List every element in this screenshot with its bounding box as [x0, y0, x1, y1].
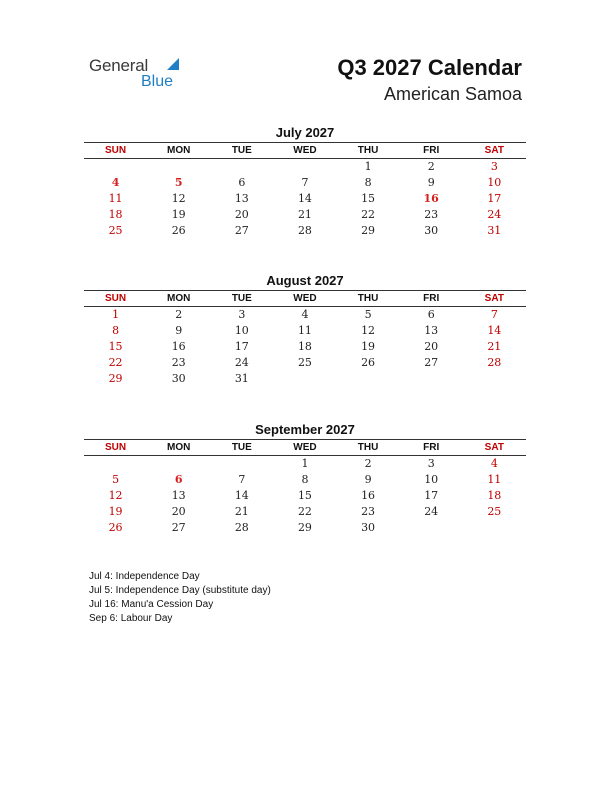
week-row — [84, 488, 526, 504]
day-cell: 25 — [487, 505, 502, 518]
day-cell: 5 — [112, 473, 120, 486]
weekday-label: THU — [357, 442, 379, 453]
day-cell — [84, 159, 147, 175]
day-cell: 14 — [487, 324, 502, 337]
day-cell: 20 — [234, 208, 249, 221]
week-row — [84, 355, 526, 371]
day-cell: 28 — [297, 224, 312, 237]
week-row — [84, 504, 526, 520]
day-cell: 2 — [175, 308, 183, 321]
day-cell: 3 — [490, 160, 498, 173]
day-cell: 20 — [424, 340, 439, 353]
day-cell: 13 — [424, 324, 439, 337]
month-title: July 2027 — [275, 125, 335, 140]
day-cell: 10 — [487, 176, 502, 189]
day-cell: 16 — [361, 489, 376, 502]
day-cell — [273, 159, 336, 175]
weekday-label: SUN — [105, 145, 127, 156]
day-cell: 9 — [364, 473, 372, 486]
day-cell: 7 — [301, 176, 309, 189]
day-cell: 22 — [361, 208, 376, 221]
weekday-label: SAT — [484, 145, 504, 156]
day-cell — [210, 456, 273, 472]
day-cell: 8 — [112, 324, 120, 337]
day-cell: 1 — [112, 308, 120, 321]
weekday-label: WED — [293, 442, 317, 453]
day-cell: 21 — [487, 340, 502, 353]
month-title: September 2027 — [255, 422, 355, 437]
weekday-label: SAT — [484, 442, 504, 453]
logo-text-general: General — [89, 56, 149, 75]
holiday-note: Sep 6: Labour Day — [89, 613, 173, 624]
day-cell: 12 — [108, 489, 123, 502]
day-cell: 18 — [487, 489, 502, 502]
month-block — [84, 421, 526, 536]
day-cell: 26 — [108, 521, 123, 534]
week-row — [84, 307, 526, 323]
day-cell: 5 — [174, 176, 183, 189]
day-cell: 2 — [364, 457, 372, 470]
day-cell: 27 — [424, 356, 439, 369]
day-cell: 11 — [108, 192, 123, 205]
day-cell: 9 — [427, 176, 435, 189]
week-row — [84, 520, 526, 536]
week-row — [84, 175, 526, 191]
weekday-label: MON — [167, 145, 191, 156]
week-row — [84, 339, 526, 355]
day-cell: 29 — [297, 521, 312, 534]
weekday-label: SAT — [484, 293, 504, 304]
day-cell: 24 — [487, 208, 502, 221]
day-cell: 31 — [234, 372, 249, 385]
month-block — [84, 272, 526, 387]
day-cell — [84, 456, 147, 472]
day-cell — [463, 520, 526, 536]
weekday-label: SUN — [105, 442, 127, 453]
day-cell: 4 — [490, 457, 498, 470]
day-cell: 3 — [238, 308, 246, 321]
day-cell — [147, 159, 210, 175]
day-cell: 26 — [171, 224, 186, 237]
day-cell: 14 — [234, 489, 249, 502]
day-cell — [400, 371, 463, 387]
day-cell: 23 — [171, 356, 186, 369]
day-cell: 4 — [301, 308, 309, 321]
day-cell: 31 — [487, 224, 502, 237]
day-cell: 28 — [487, 356, 502, 369]
day-cell: 20 — [171, 505, 186, 518]
page-title: Q3 2027 Calendar — [337, 55, 522, 80]
day-cell: 7 — [490, 308, 498, 321]
weekday-header-row — [84, 142, 526, 159]
day-cell: 22 — [108, 356, 123, 369]
holiday-note: Jul 4: Independence Day — [89, 571, 200, 582]
day-cell: 18 — [297, 340, 312, 353]
day-cell: 17 — [424, 489, 439, 502]
week-row — [84, 323, 526, 339]
weekday-label: TUE — [231, 442, 252, 453]
day-cell — [210, 159, 273, 175]
weekday-label: TUE — [231, 145, 252, 156]
weekday-label: THU — [357, 145, 379, 156]
day-cell — [463, 371, 526, 387]
weekday-header-row — [84, 290, 526, 307]
month-block — [84, 124, 526, 239]
day-cell — [147, 456, 210, 472]
day-cell — [273, 371, 336, 387]
day-cell: 12 — [171, 192, 186, 205]
weekday-label: MON — [167, 293, 191, 304]
day-cell: 23 — [424, 208, 439, 221]
day-cell: 10 — [234, 324, 249, 337]
day-cell: 12 — [361, 324, 376, 337]
day-cell: 16 — [423, 192, 439, 205]
day-cell: 5 — [364, 308, 372, 321]
day-cell: 25 — [297, 356, 312, 369]
weekday-label: FRI — [423, 442, 440, 453]
day-cell: 11 — [487, 473, 502, 486]
brand-logo — [89, 56, 199, 96]
day-cell: 3 — [427, 457, 435, 470]
weekday-label: MON — [167, 442, 191, 453]
holiday-notes — [89, 570, 271, 626]
day-cell: 19 — [108, 505, 123, 518]
day-cell: 9 — [175, 324, 183, 337]
day-cell: 14 — [297, 192, 312, 205]
weekday-label: THU — [357, 293, 379, 304]
day-cell: 28 — [234, 521, 249, 534]
logo-text-blue: Blue — [141, 73, 174, 90]
week-row — [84, 456, 526, 472]
day-cell: 30 — [361, 521, 376, 534]
holiday-note: Jul 16: Manu'a Cession Day — [89, 599, 214, 610]
day-cell: 15 — [108, 340, 123, 353]
weekday-header-row — [84, 439, 526, 456]
day-cell: 25 — [108, 224, 123, 237]
day-cell: 8 — [301, 473, 309, 486]
day-cell: 16 — [171, 340, 186, 353]
week-row — [84, 159, 526, 175]
week-row — [84, 371, 526, 387]
day-cell: 30 — [171, 372, 186, 385]
logo-triangle-icon — [167, 58, 179, 70]
day-cell: 8 — [364, 176, 372, 189]
day-cell: 15 — [297, 489, 312, 502]
day-cell: 13 — [171, 489, 186, 502]
day-cell — [400, 520, 463, 536]
day-cell: 19 — [171, 208, 186, 221]
day-cell: 17 — [234, 340, 249, 353]
day-cell: 4 — [111, 176, 120, 189]
day-cell: 30 — [424, 224, 439, 237]
day-cell: 21 — [297, 208, 312, 221]
weekday-label: TUE — [231, 293, 252, 304]
day-cell: 13 — [234, 192, 249, 205]
day-cell: 24 — [234, 356, 249, 369]
day-cell: 6 — [238, 176, 246, 189]
month-title: August 2027 — [266, 273, 344, 288]
weekday-label: WED — [293, 145, 317, 156]
day-cell: 1 — [364, 160, 372, 173]
day-cell: 27 — [171, 521, 186, 534]
day-cell: 18 — [108, 208, 123, 221]
weekday-label: WED — [293, 293, 317, 304]
day-cell: 27 — [234, 224, 249, 237]
day-cell: 26 — [361, 356, 376, 369]
week-row — [84, 191, 526, 207]
week-row — [84, 207, 526, 223]
weekday-label: SUN — [105, 293, 127, 304]
day-cell: 6 — [174, 473, 183, 486]
day-cell: 23 — [361, 505, 376, 518]
day-cell: 19 — [361, 340, 376, 353]
weekday-label: FRI — [423, 293, 440, 304]
day-cell: 11 — [297, 324, 312, 337]
day-cell — [337, 371, 400, 387]
week-row — [84, 223, 526, 239]
day-cell: 24 — [424, 505, 439, 518]
day-cell: 6 — [427, 308, 435, 321]
day-cell: 10 — [424, 473, 439, 486]
day-cell: 15 — [361, 192, 376, 205]
day-cell: 22 — [297, 505, 312, 518]
day-cell: 2 — [427, 160, 435, 173]
day-cell: 17 — [487, 192, 502, 205]
weekday-label: FRI — [423, 145, 440, 156]
day-cell: 29 — [361, 224, 376, 237]
page-subtitle: American Samoa — [383, 84, 522, 104]
week-row — [84, 472, 526, 488]
day-cell: 1 — [301, 457, 309, 470]
day-cell: 29 — [108, 372, 123, 385]
holiday-note: Jul 5: Independence Day (substitute day) — [89, 585, 271, 596]
day-cell: 7 — [238, 473, 246, 486]
day-cell: 21 — [234, 505, 249, 518]
